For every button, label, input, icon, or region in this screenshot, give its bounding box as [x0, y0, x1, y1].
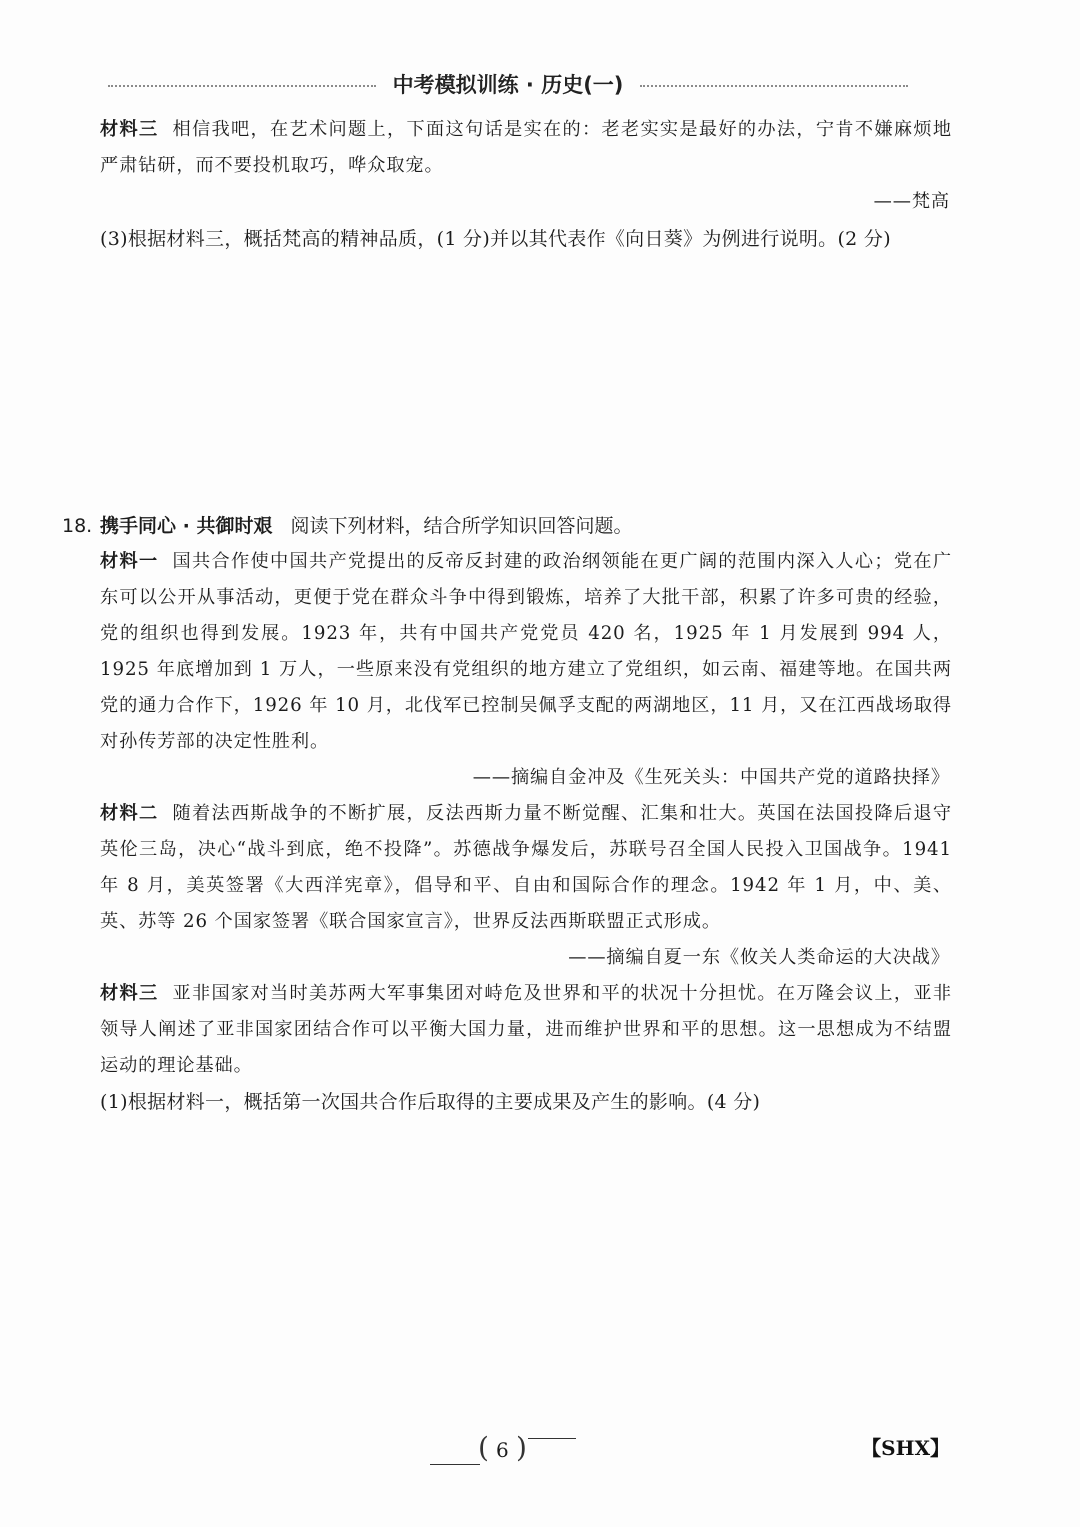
q18-material3-label: 材料三: [100, 983, 159, 1004]
q18-heading: [100, 508, 960, 544]
footer-rule-right: [528, 1438, 576, 1439]
footer-rule-left: [430, 1464, 480, 1465]
q17-material3-text: 相信我吧，在艺术问题上，下面这句话是实在的：老老实实是最好的办法，宁肯不嫌麻烦地严肃钻研，而不要投机取巧，哗众取宠。: [100, 119, 952, 176]
header-dotted-rule-right: [640, 85, 908, 87]
footer-paren-left: (: [478, 1431, 489, 1464]
paper-code: 【SHX】: [861, 1436, 950, 1460]
q18-material3: [100, 976, 952, 1084]
page-footer: [430, 1428, 590, 1474]
q17-question3: (3)根据材料三，概括梵高的精神品质，(1 分)并以其代表作《向日葵》为例进行说明。(2 分): [100, 228, 891, 250]
q18-question1: (1)根据材料一，概括第一次国共合作后取得的主要成果及产生的影响。(4 分): [100, 1091, 761, 1113]
q18-material1-text: 国共合作使中国共产党提出的反帝反封建的政治纲领能在更广阔的范围内深入人心；党在广东可以公开从事活动，更便于党在群众斗争中得到锻炼，培养了大批干部，积累了许多可贵的经验，党的组织也得到发展。1923 年，共有中国共产党党员 420 名，1925 年 1 月发展到 994 人，1925 年底增加到 1 万人，一些原来没有党组织的地方建立了党组织，如云南、福建等地。在国共两党的通力合作下，1926 年 10 月，北伐军已控制吴佩孚支配的两湖地区，11 月，又在江西战场取得对孙传芳部的决定性胜利。: [100, 551, 952, 752]
q18-number: 18.: [62, 515, 93, 537]
q18-material2-label: 材料二: [100, 803, 159, 824]
q17-material3-source: ——梵高: [873, 191, 950, 212]
q18-material3-text: 亚非国家对当时美苏两大军事集团对峙危及世界和平的状况十分担忧。在万隆会议上，亚非领导人阐述了亚非国家团结合作可以平衡大国力量，进而维护世界和平的思想。这一思想成为不结盟运动的理论基础。: [100, 983, 952, 1076]
header-dotted-rule-left: [108, 85, 376, 87]
page-number: 6: [496, 1438, 509, 1462]
q18-material1: [100, 544, 952, 760]
q18-material2-text: 随着法西斯战争的不断扩展，反法西斯力量不断觉醒、汇集和壮大。英国在法国投降后退守英伦三岛，决心“战斗到底，绝不投降”。苏德战争爆发后，苏联号召全国人民投入卫国战争。1941 年 8 月，美英签署《大西洋宪章》，倡导和平、自由和国际合作的理念。1942 年 1 月，中、美、英、苏等 26 个国家签署《联合国家宣言》，世界反法西斯联盟正式形成。: [100, 803, 952, 932]
q18-instruction: 阅读下列材料，结合所学知识回答问题。: [290, 515, 633, 537]
q17-material3: [100, 112, 952, 184]
q17-material3-label: 材料三: [100, 119, 159, 140]
q18-material2-source: ——摘编自夏一东《攸关人类命运的大决战》: [568, 947, 950, 968]
q18-title: 携手同心 · 共御时艰: [100, 515, 273, 537]
header-title: 中考模拟训练 · 历史(一): [392, 73, 624, 97]
q18-material1-source: ——摘编自金冲及《生死关头：中国共产党的道路抉择》: [472, 767, 950, 788]
q18-material2: [100, 796, 952, 940]
q18-material1-label: 材料一: [100, 551, 159, 572]
footer-paren-right: ): [516, 1431, 527, 1464]
page-header: [108, 70, 908, 100]
